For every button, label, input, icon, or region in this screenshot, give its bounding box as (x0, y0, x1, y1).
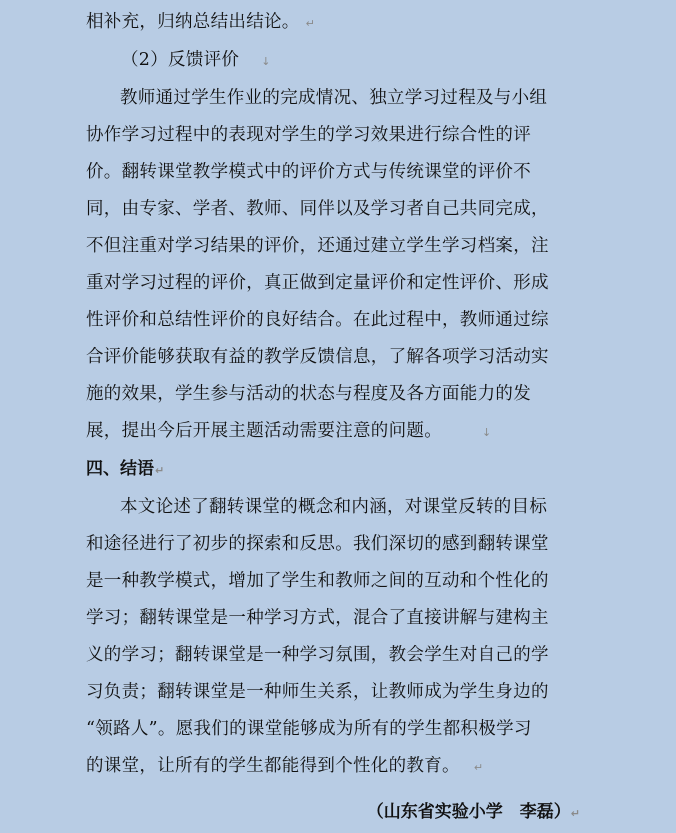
line-break-mark-icon: ↓ (261, 55, 271, 68)
text-line: 重对学习过程的评价，真正做到定量评价和定性评价、形成 (86, 273, 549, 293)
text-line: 施的效果，学生参与活动的状态与程度及各方面能力的发 (86, 384, 531, 404)
text-line: 教师通过学生作业的完成情况、独立学习过程及与小组 (120, 88, 548, 108)
text-line: 协作学习过程中的表现对学生的学习效果进行综合性的评 (86, 125, 531, 145)
paragraph-feedback (86, 80, 580, 451)
paragraph-mark-icon: ↵ (305, 17, 316, 30)
text-line: 合评价能够获取有益的教学反馈信息，了解各项学习活动实 (86, 347, 549, 367)
text-line-end: 展，提出今后开展主题活动需要注意的问题。 (86, 421, 442, 441)
author-signature (86, 794, 580, 832)
text-line: 不但注重对学习结果的评价，还通过建立学生学习档案，注 (86, 236, 549, 256)
text-line: 义的学习；翻转课堂是一种学习氛围，教会学生对自己的学 (86, 645, 549, 665)
text-line: 习负责；翻转课堂是一种师生关系，让教师成为学生身边的 (86, 682, 549, 702)
text-line: 学习；翻转课堂是一种学习方式，混合了直接讲解与建构主 (86, 608, 549, 628)
text-line: 性评价和总结性评价的良好结合。在此过程中，教师通过综 (86, 310, 549, 330)
text-line: 和途径进行了初步的探索和反思。我们深切的感到翻转课堂 (86, 534, 549, 554)
sub-heading (86, 42, 580, 80)
text-line (86, 413, 580, 451)
text-line: 同，由专家、学者、教师、同伴以及学习者自己共同完成， (86, 199, 549, 219)
paragraph-mark-icon: ↵ (473, 761, 484, 774)
text-line-end: 的课堂，让所有的学生都能得到个性化的教育。 (86, 756, 460, 776)
text-line: 价。翻转课堂教学模式中的评价方式与传统课堂的评价不 (86, 162, 531, 182)
line-break-mark-icon: ↓ (482, 426, 492, 439)
text-line: 是一种教学模式，增加了学生和教师之间的互动和个性化的 (86, 571, 549, 591)
section-heading (86, 451, 580, 489)
sub-heading-text: （2）反馈评价 (121, 50, 240, 70)
section-heading-text: 四、结语 (86, 459, 154, 479)
paragraph-tail (86, 4, 580, 42)
paragraph-tail-text: 相补充，归纳总结出结论。 (86, 12, 300, 32)
paragraph-conclusion (86, 489, 580, 786)
paragraph-mark-icon: ↵ (570, 807, 580, 820)
text-line: 本文论述了翻转课堂的概念和内涵，对课堂反转的目标 (120, 497, 548, 517)
author-signature-text: （山东省实验小学 李磊） (366, 802, 571, 822)
text-line (86, 748, 580, 786)
text-line: “领路人”。愿我们的课堂能够成为所有的学生都积极学习 (86, 719, 532, 739)
paragraph-mark-icon: ↵ (155, 464, 165, 477)
